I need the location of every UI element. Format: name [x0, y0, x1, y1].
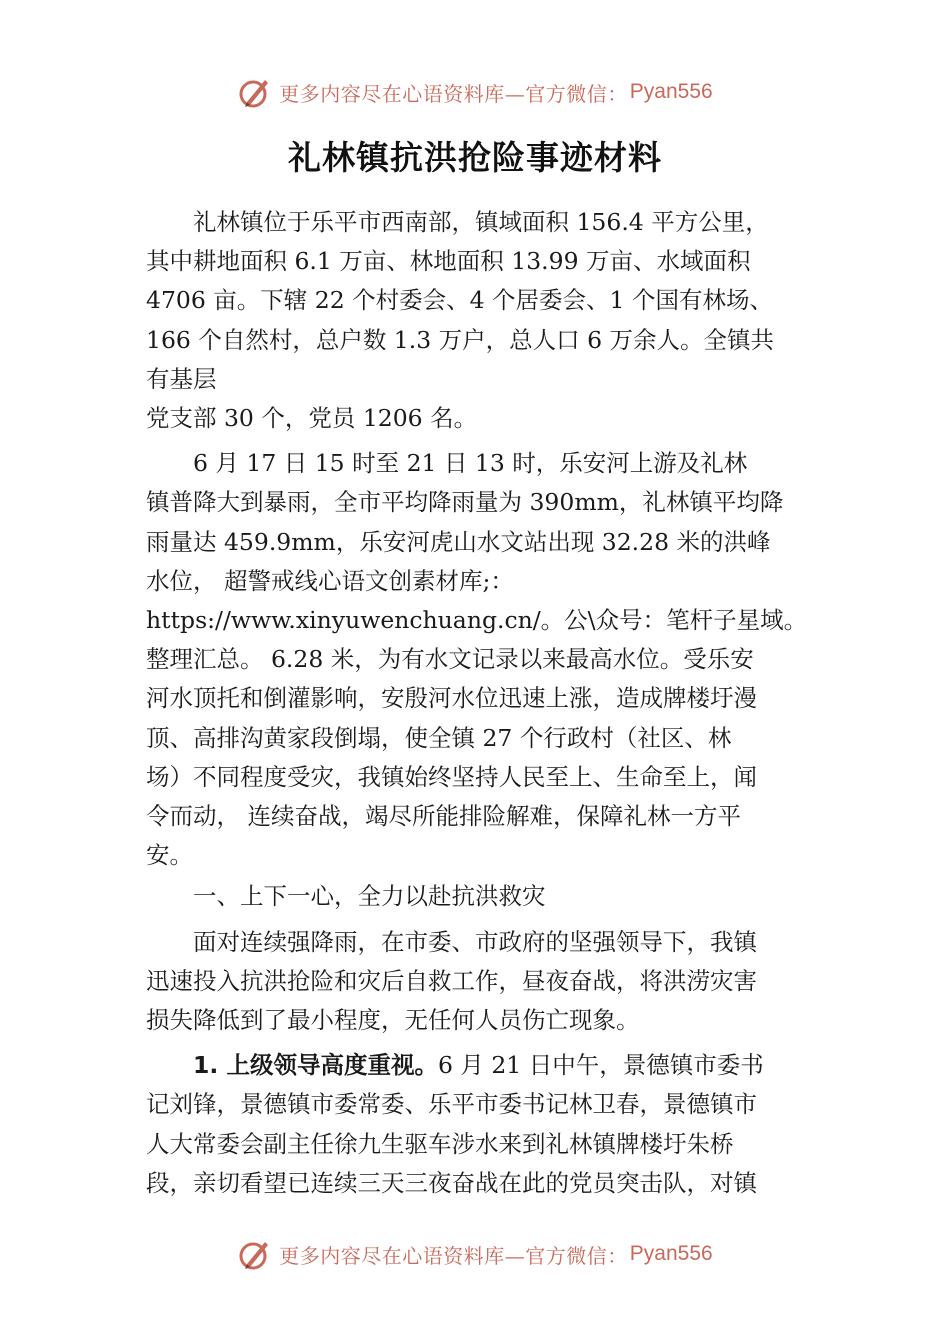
numbered-lead: 1. 上级领导高度重视。: [193, 1051, 438, 1080]
paragraph-line: 人大常委会副主任徐九生驱车涉水来到礼林镇牌楼圩朱桥: [146, 1129, 734, 1158]
banner-wechat-id: Pyan556: [629, 1242, 713, 1265]
paragraph-line: 整理汇总。 6.28 米，为有水文记录以来最高水位。受乐安: [146, 645, 754, 674]
document-body: [146, 203, 811, 1203]
paragraph-line: 166 个自然村，总户数 1.3 万户，总人口 6 万余人。全镇共: [146, 325, 775, 354]
paragraph-line: 水位， 超警戒线心语文创素材库;：: [146, 566, 514, 595]
paragraph-line: 镇普降大到暴雨，全市平均降雨量为 390mm，礼林镇平均降: [146, 488, 784, 517]
paragraph-line: https://www.xinyuwenchuang.cn/。公\众号：笔杆子星域。: [146, 606, 808, 635]
banner-text: 更多内容尽在心语资料库—官方微信：: [279, 81, 628, 106]
pen-logo-icon: [237, 1236, 273, 1272]
paragraph-line: 安。: [146, 841, 193, 870]
paragraph-line: 6 月 17 日 15 时至 21 日 13 时，乐安河上游及礼林: [193, 449, 748, 478]
banner-text: 更多内容尽在心语资料库—官方微信：: [279, 1243, 628, 1268]
section-heading: 一、上下一心，全力以赴抗洪救灾: [193, 882, 546, 911]
document-title: 礼林镇抗洪抢险事迹材料: [288, 138, 662, 177]
paragraph-line: 场）不同程度受灾，我镇始终坚持人民至上、生命至上，闻: [146, 762, 757, 791]
paragraph-line: 礼林镇位于乐平市西南部，镇域面积 156.4 平方公里，: [193, 208, 769, 236]
paragraph-line: 迅速投入抗洪抢险和灾后自救工作，昼夜奋战，将洪涝灾害: [146, 966, 757, 995]
paragraph-line: 顶、高排沟黄家段倒塌，使全镇 27 个行政村（社区、林: [146, 723, 732, 752]
banner-wechat-id: Pyan556: [629, 80, 713, 103]
paragraph-line: 党支部 30 个，党员 1206 名。: [146, 404, 478, 433]
paragraph-line: 其中耕地面积 6.1 万亩、林地面积 13.99 万亩、水域面积: [146, 247, 751, 276]
paragraph-line: [146, 1046, 811, 1085]
paragraph-line: 记刘锋，景德镇市委常委、乐平市委书记林卫春，景德镇市: [146, 1090, 757, 1119]
paragraph-line: 河水顶托和倒灌影响，安殷河水位迅速上涨，造成牌楼圩漫: [146, 684, 757, 713]
pen-logo-icon: [237, 74, 273, 110]
paragraph-line: 雨量达 459.9mm，乐安河虎山水文站出现 32.28 米的洪峰: [146, 527, 771, 556]
header-banner: [0, 70, 950, 114]
paragraph-text: 6 月 21 日中午，景德镇市委书: [437, 1051, 764, 1080]
paragraph-line: 4706 亩。下辖 22 个村委会、4 个居委会、1 个国有林场、: [146, 286, 773, 315]
paragraph-line: 有基层: [146, 364, 217, 393]
paragraph-line: 面对连续强降雨，在市委、市政府的坚强领导下，我镇: [193, 927, 757, 956]
paragraph-line: 损失降低到了最小程度，无任何人员伤亡现象。: [146, 1006, 640, 1035]
paragraph-line: 令而动， 连续奋战，竭尽所能排险解难，保障礼林一方平: [146, 802, 741, 831]
paragraph-line: 段，亲切看望已连续三天三夜奋战在此的党员突击队，对镇: [146, 1168, 757, 1197]
footer-banner: [0, 1232, 950, 1276]
